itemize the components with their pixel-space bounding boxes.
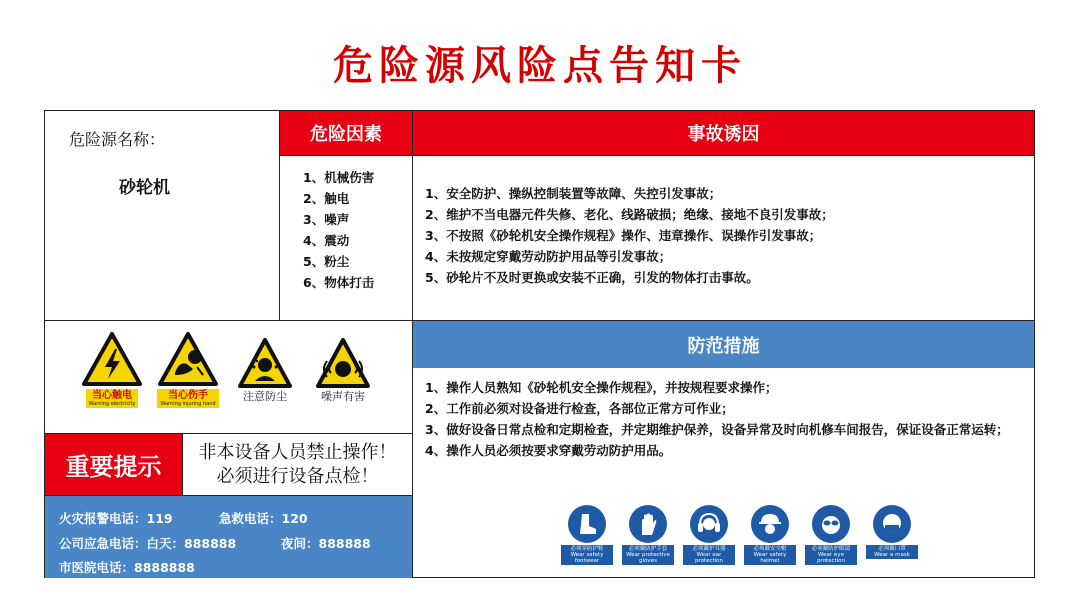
safety-boots-icon bbox=[574, 511, 600, 537]
dust-warning-icon bbox=[237, 337, 293, 389]
list-item: 6、物体打击 bbox=[303, 275, 375, 290]
sign-noise bbox=[308, 337, 378, 402]
emergency-contacts bbox=[45, 496, 412, 578]
ppe-goggles bbox=[805, 505, 857, 565]
ppe-helmet bbox=[744, 505, 796, 565]
ear-protection-icon bbox=[696, 511, 722, 537]
sign-caption: 当心触电 bbox=[92, 390, 132, 401]
dust-mask-icon bbox=[879, 511, 905, 537]
list-item: 3、不按照《砂轮机安全操作规程》操作、违章操作、误操作引发事故； bbox=[425, 228, 822, 243]
fire-phone: 火灾报警电话：119 bbox=[59, 511, 173, 526]
safety-goggles-icon bbox=[818, 511, 844, 537]
prevention-list bbox=[425, 377, 1025, 461]
ppe-caption: 必须戴防护眼镜 bbox=[811, 546, 851, 552]
list-item: 4、操作人员必须按要求穿戴劳动防护用品。 bbox=[425, 443, 672, 458]
list-item: 4、震动 bbox=[303, 233, 350, 248]
sign-subcaption: Warning electricity bbox=[88, 401, 136, 407]
ppe-ear-protection bbox=[683, 505, 735, 565]
ppe-caption-en: Wear safety helmet bbox=[753, 552, 787, 564]
company-night-phone: 夜间：888888 bbox=[281, 536, 371, 551]
electric-shock-warning-icon bbox=[81, 331, 143, 387]
ppe-caption: 必须穿防护鞋 bbox=[570, 546, 604, 552]
sign-caption: 当心伤手 bbox=[168, 390, 208, 401]
important-label: 重要提示 bbox=[45, 434, 182, 495]
hand-injury-warning-icon bbox=[157, 331, 219, 387]
list-item: 3、噪声 bbox=[303, 212, 350, 227]
list-item: 5、粉尘 bbox=[303, 254, 350, 269]
hazard-factors-list bbox=[303, 167, 408, 293]
ppe-caption-en: Wear safety footwear bbox=[570, 552, 604, 564]
sign-caption: 注意防尘 bbox=[243, 390, 287, 403]
ppe-gloves bbox=[622, 505, 674, 565]
list-item: 1、机械伤害 bbox=[303, 170, 375, 185]
sign-hand-injury bbox=[153, 331, 223, 408]
sign-subcaption: Warning injuring hand bbox=[160, 401, 216, 407]
safety-helmet-icon bbox=[757, 511, 783, 537]
ppe-caption: 必须戴防护手套 bbox=[628, 546, 668, 552]
ppe-safety-boots bbox=[561, 505, 613, 565]
list-item: 4、未按规定穿戴劳动防护用品等引发事故； bbox=[425, 249, 672, 264]
sign-dust bbox=[230, 337, 300, 402]
divider bbox=[279, 155, 1034, 156]
hazard-source-label: 危险源名称： bbox=[69, 130, 166, 149]
prevention-header: 防范措施 bbox=[413, 321, 1034, 368]
sign-caption: 噪声有害 bbox=[321, 390, 365, 403]
list-item: 3、做好设备日常点检和定期检查，并定期维护保养，设备异常及时向机修车间报告，保证设备正常运转； bbox=[425, 422, 1009, 437]
hospital-phone: 市医院电话：8888888 bbox=[59, 560, 195, 575]
ppe-mask bbox=[866, 505, 918, 559]
emergency-phone: 急救电话：120 bbox=[219, 511, 308, 526]
important-line-1: 非本设备人员禁止操作！ bbox=[198, 441, 397, 463]
risk-notice-card bbox=[44, 110, 1035, 578]
ppe-caption-en: Wear eye protection bbox=[816, 552, 846, 564]
important-line-2: 必须进行设备点检！ bbox=[216, 465, 379, 487]
list-item: 1、操作人员熟知《砂轮机安全操作规程》，并按规程要求操作； bbox=[425, 380, 778, 395]
card-title: 危险源风险点告知卡 bbox=[333, 43, 747, 89]
ppe-caption: 必须戴安全帽 bbox=[753, 546, 787, 552]
accident-causes-list bbox=[425, 183, 1025, 288]
noise-warning-icon bbox=[315, 337, 371, 389]
accident-causes-header: 事故诱因 bbox=[413, 111, 1034, 155]
list-item: 2、工作前必须对设备进行检查，各部位正常方可作业； bbox=[425, 401, 734, 416]
list-item: 1、安全防护、操纵控制装置等故障、失控引发事故； bbox=[425, 186, 722, 201]
important-text bbox=[183, 434, 412, 495]
company-day-phone: 公司应急电话：白天：888888 bbox=[59, 536, 237, 551]
list-item: 2、维护不当电器元件失修、老化、线路破损；绝缘、接地不良引发事故； bbox=[425, 207, 834, 222]
sign-electric-shock bbox=[77, 331, 147, 408]
ppe-caption-en: Wear ear protection bbox=[694, 552, 724, 564]
protective-gloves-icon bbox=[635, 511, 661, 537]
ppe-caption: 必须戴护耳器 bbox=[692, 546, 726, 552]
hazard-source-value: 砂轮机 bbox=[119, 178, 170, 198]
ppe-caption-en: Wear a mask bbox=[874, 552, 910, 558]
list-item: 2、触电 bbox=[303, 191, 350, 206]
hazard-factors-header: 危险因素 bbox=[280, 111, 412, 155]
ppe-caption: 必须戴口罩 bbox=[878, 546, 906, 552]
ppe-caption-en: Wear protective gloves bbox=[626, 552, 670, 564]
list-item: 5、砂轮片不及时更换或安装不正确，引发的物体打击事故。 bbox=[425, 270, 759, 285]
